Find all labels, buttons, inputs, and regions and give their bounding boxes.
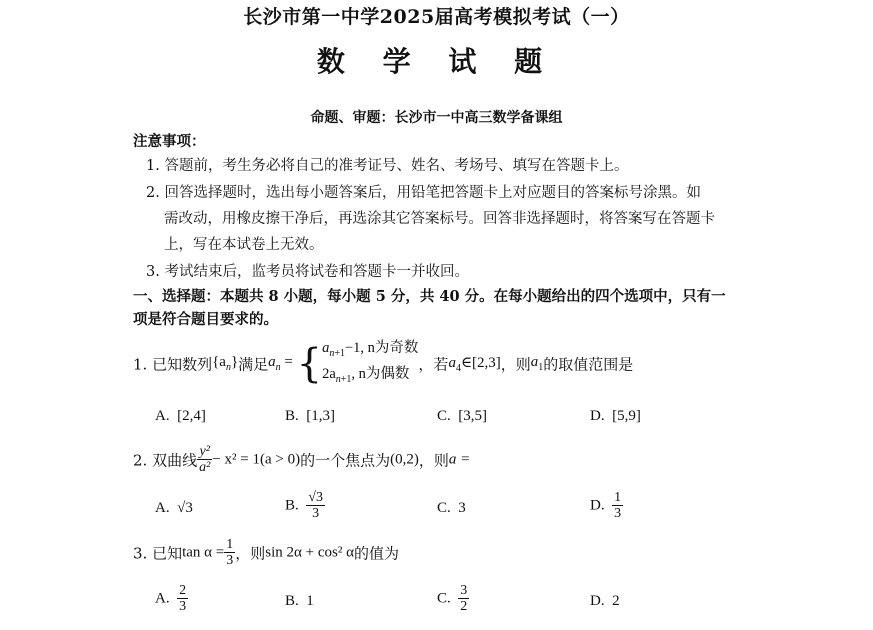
exam-subtitle: 数 学 试 题 <box>316 45 557 78</box>
section-heading: 一、选择题：本题共 8 小题，每小题 5 分，共 40 分。在每小题给出的四个选项中，只有一 <box>133 288 726 305</box>
notice-item-2-cont: 需改动，用橡皮擦干净后，再选涂其它答案标号。回答非选择题时，将答案写在答题卡 <box>164 211 715 227</box>
authors-line: 命题、审题：长沙市一中高三数学备课组 <box>310 110 563 126</box>
notice-item-2-end: 上，写在本试卷上无效。 <box>164 237 324 253</box>
q3-fraction: $\frac{1}{3}$ <box>226 537 234 569</box>
exam-title: 长沙市第一中学2025届高考模拟考试（一） <box>243 6 630 28</box>
q1-option-a[interactable]: A. [2,4] <box>155 408 206 424</box>
notice-heading: 注意事项： <box>133 133 206 150</box>
q3-option-b[interactable]: B. 1 <box>285 593 314 609</box>
q3-option-a[interactable]: A. $\frac{2}{3}$ <box>155 583 187 615</box>
q1-option-d[interactable]: D. [5,9] <box>590 408 641 424</box>
section-heading-cont: 项是符合题目要求的。 <box>133 311 278 328</box>
q2-option-a[interactable]: A. √3 <box>155 500 193 516</box>
notice-item-3: 3. 考试结束后，监考员将试卷和答题卡一并收回。 <box>146 264 469 280</box>
notice-item-2: 2. 回答选择题时，选出每小题答案后，用铅笔把答题卡上对应题目的答案标号涂黑。如 <box>146 185 701 201</box>
cases-block: $a_{n+1}-1$, n为奇数 $2a_{n+1}$, n为偶数 <box>322 340 419 385</box>
q1-option-b[interactable]: B. [1,3] <box>285 408 336 424</box>
question-2: 2. 双曲线 $\frac{\text{y²}}{\text{a²}}$ − x² = 1(a > 0)的一个焦点为(0,2)，则a = <box>133 444 471 476</box>
q2-option-b[interactable]: B. $\frac{√3}{3}$ <box>285 490 323 522</box>
q3-option-c[interactable]: C. $\frac{3}{2}$ <box>437 583 468 615</box>
q3-option-d[interactable]: D. 2 <box>590 593 620 609</box>
q2-fraction: $\frac{\text{y²}}{\text{a²}}$ <box>199 444 211 476</box>
q2-option-c[interactable]: C. 3 <box>437 500 466 516</box>
q2-option-d[interactable]: D. $\frac{1}{3}$ <box>590 490 622 522</box>
q1-option-c[interactable]: C. [3,5] <box>437 408 488 424</box>
notice-item-1: 1. 答题前，考生务必将自己的准考证号、姓名、考场号、填写在答题卡上。 <box>146 158 629 174</box>
question-3: 3. 已知tan α = $\frac{1}{3}$ ，则sin 2α + cos² α的值为 <box>133 537 399 569</box>
cases-brace: { <box>296 340 323 387</box>
question-1: 1. 已知数列$\{a_n\}$满足$a_n$ = { $a_{n+1}-1$, n为奇数 $2a_{n+1}$, n为偶数 ，若$a_4\in[2,3]$，则$a_1$的取值范围是 <box>133 338 633 390</box>
